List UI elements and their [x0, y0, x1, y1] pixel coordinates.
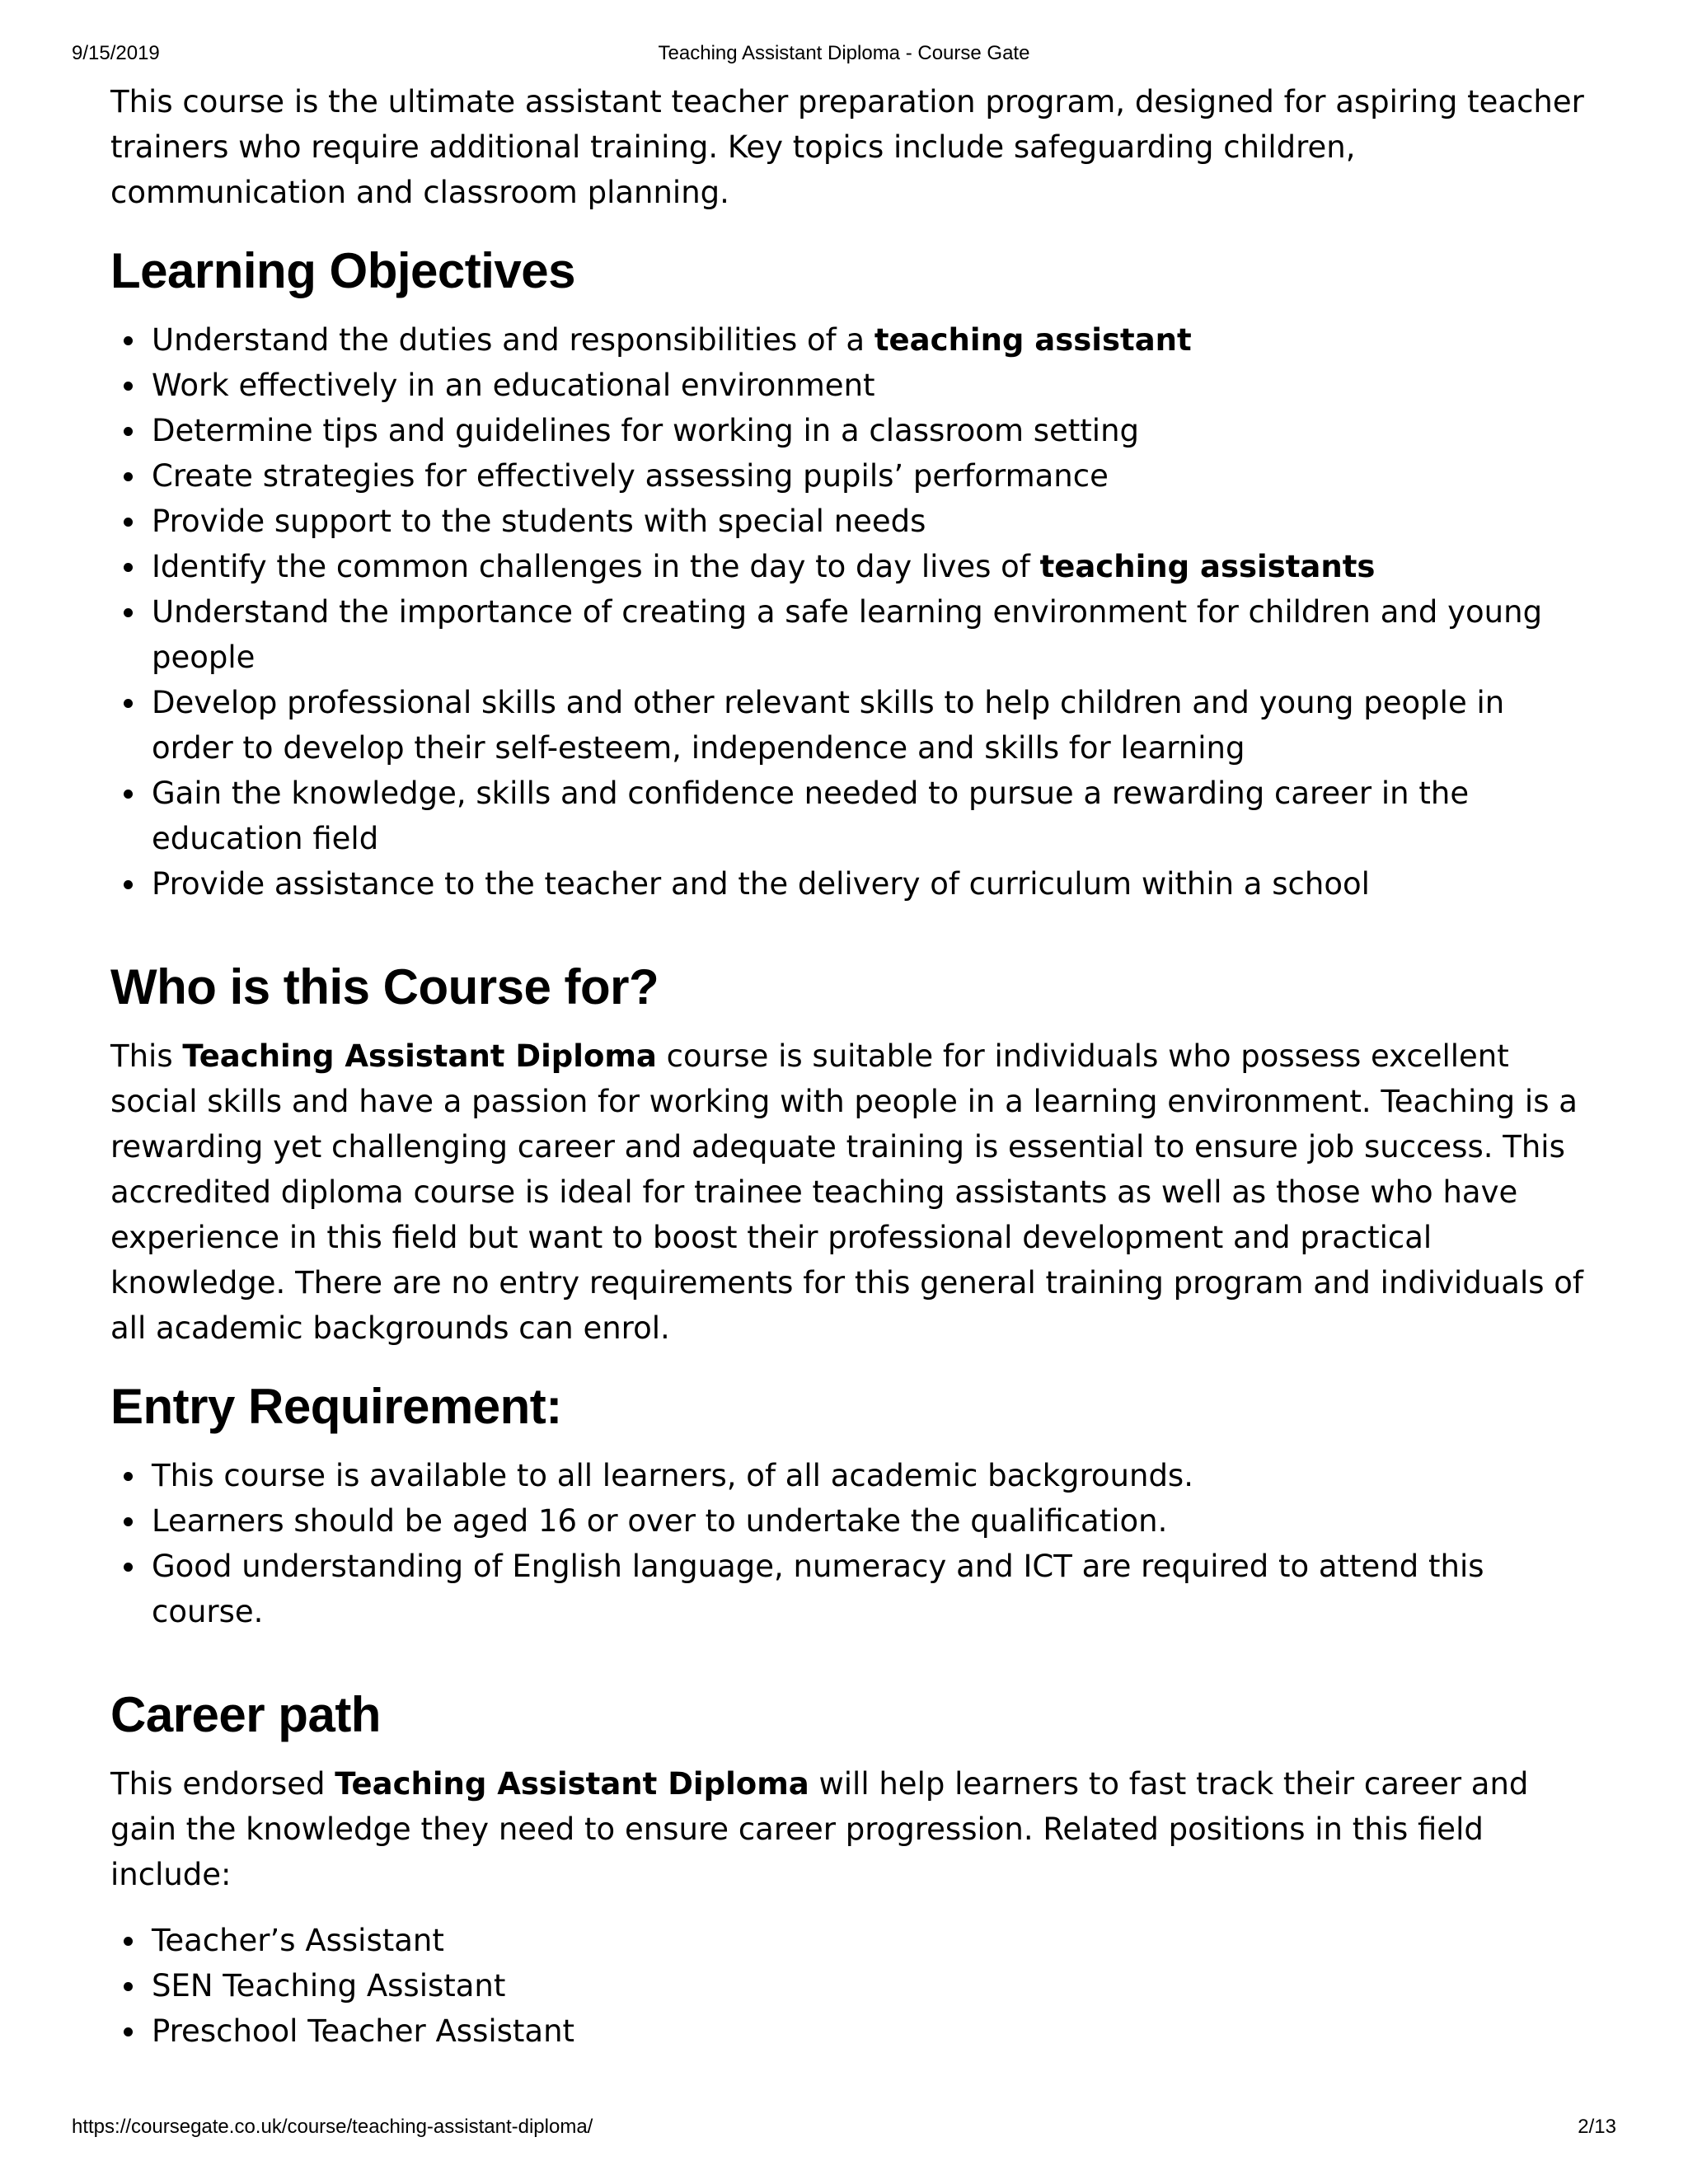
entry-requirement-heading: Entry Requirement: — [110, 1379, 562, 1434]
entry-requirement-list — [110, 1453, 1586, 1634]
learning-objectives-list — [110, 317, 1586, 907]
intro-paragraph: This course is the ultimate assistant teacher preparation program, designed for aspiring teacher trainers who require additional training. Key topics include safeguarding children, communication and classroom planning. — [110, 84, 1584, 210]
print-page-title: Teaching Assistant Diploma - Course Gate — [658, 42, 1030, 64]
list-item: Identify the common challenges in the day to day lives of teaching assistants — [152, 544, 1586, 589]
list-item: This course is available to all learners, of all academic backgrounds. — [152, 1453, 1586, 1498]
page-content — [110, 79, 1586, 2054]
page-url: https://coursegate.co.uk/course/teaching-assistant-diploma/ — [72, 2116, 593, 2138]
who-for-paragraph: This Teaching Assistant Diploma course is suitable for individuals who possess excellent social skills and have a passion for working with people in a learning environment. Teaching is a rewarding yet challenging career and adequate training is essential to ensure job success. This accredited diploma course is ideal for trainee teaching assistants as well as those who have experience in this field but want to boost their professional development and practical knowledge. There are no entry requirements for this general training program and individuals of all academic backgrounds can enrol. — [110, 1038, 1583, 1346]
list-item: Work effectively in an educational environment — [152, 363, 1586, 408]
list-item: Teacher’s Assistant — [152, 1918, 1586, 1963]
page-number: 2/13 — [1578, 2116, 1616, 2138]
list-item: Understand the importance of creating a safe learning environment for children and young people — [152, 589, 1586, 680]
who-for-heading: Who is this Course for? — [110, 959, 659, 1015]
list-item: SEN Teaching Assistant — [152, 1963, 1586, 2008]
list-item: Learners should be aged 16 or over to undertake the qualification. — [152, 1498, 1586, 1544]
list-item: Gain the knowledge, skills and confidence needed to pursue a rewarding career in the education field — [152, 771, 1586, 861]
list-item: Determine tips and guidelines for working in a classroom setting — [152, 408, 1586, 453]
list-item: Understand the duties and responsibilities of a teaching assistant — [152, 317, 1586, 363]
career-positions-list — [110, 1918, 1586, 2054]
learning-objectives-heading: Learning Objectives — [110, 243, 576, 298]
print-footer — [72, 2115, 1616, 2139]
list-item: Develop professional skills and other relevant skills to help children and young people in order to develop their self-esteem, independence and skills for learning — [152, 680, 1586, 771]
list-item: Provide support to the students with special needs — [152, 499, 1586, 544]
career-path-heading: Career path — [110, 1687, 381, 1742]
list-item: Provide assistance to the teacher and the delivery of curriculum within a school — [152, 861, 1586, 907]
print-header — [72, 41, 1616, 66]
list-item: Create strategies for effectively assessing pupils’ performance — [152, 453, 1586, 499]
print-date: 9/15/2019 — [72, 42, 160, 64]
career-path-paragraph: This endorsed Teaching Assistant Diploma will help learners to fast track their career and gain the knowledge they need to ensure career progression. Related positions in this field include: — [110, 1766, 1529, 1892]
list-item: Preschool Teacher Assistant — [152, 2008, 1586, 2054]
list-item: Good understanding of English language, numeracy and ICT are required to attend this course. — [152, 1544, 1586, 1634]
